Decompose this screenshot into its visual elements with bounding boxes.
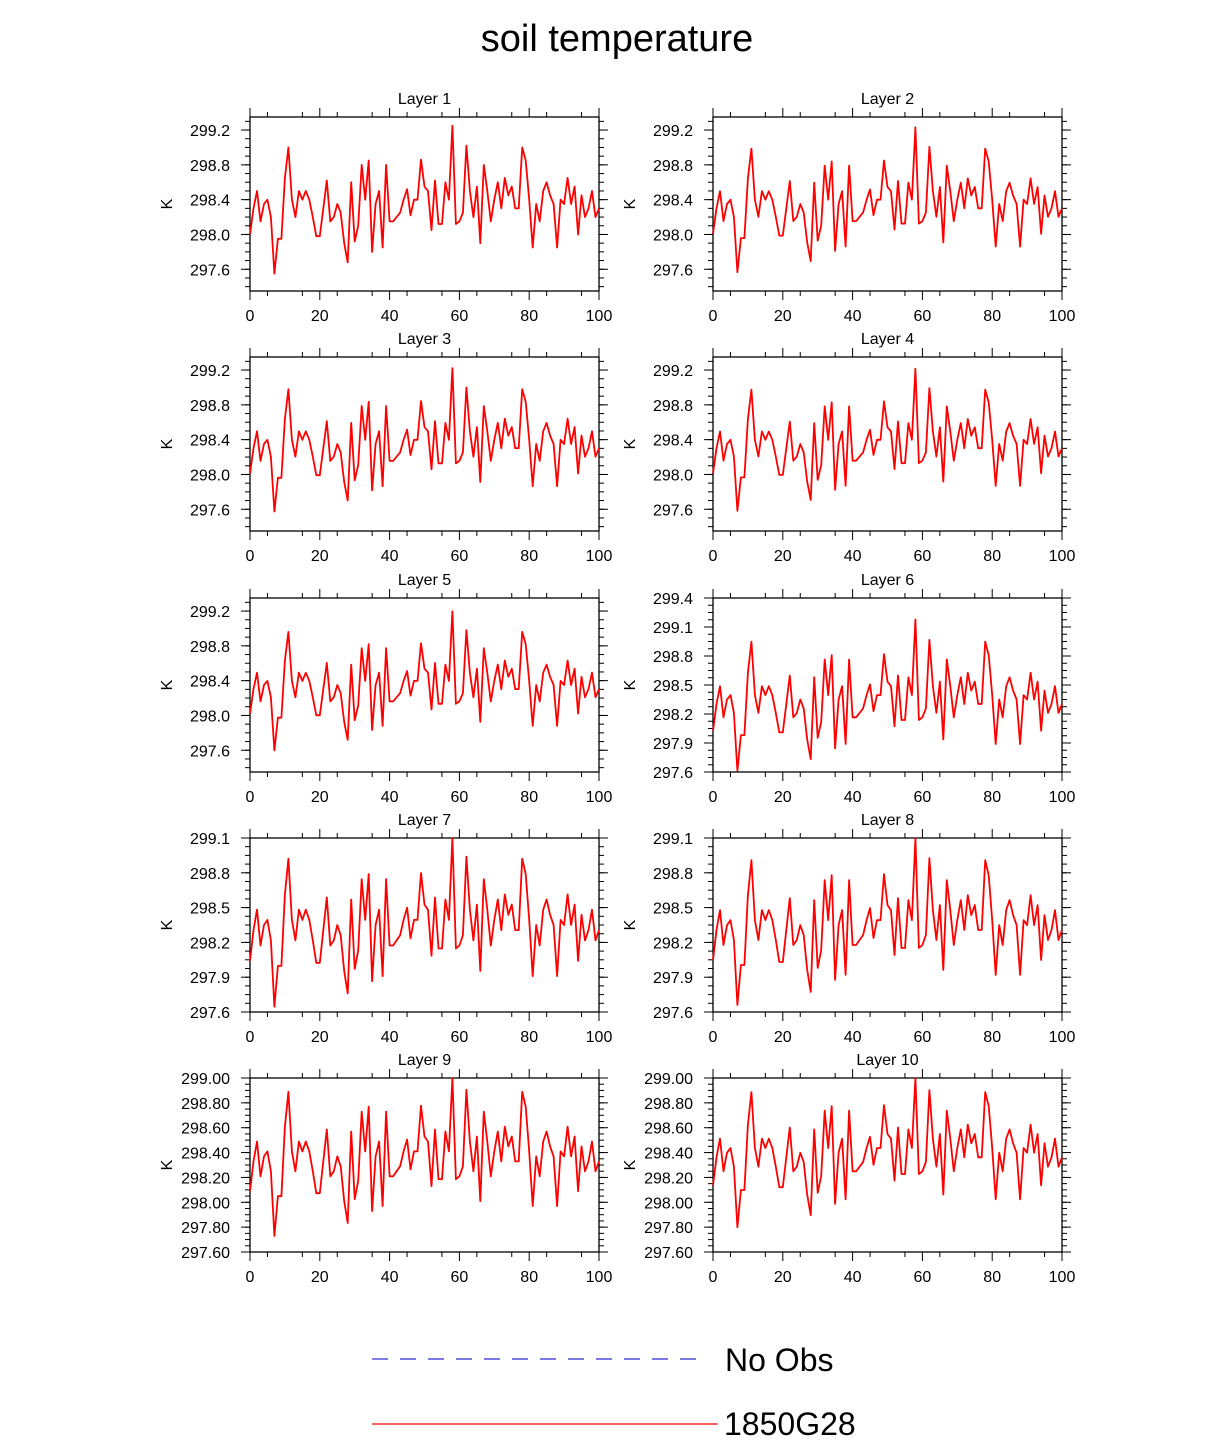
y-tick-label: 298.8 bbox=[652, 397, 693, 415]
y-tick-label: 299.1 bbox=[189, 831, 230, 848]
y-tick-label: 298.60 bbox=[644, 1120, 693, 1138]
y-tick-label: 298.40 bbox=[644, 1145, 693, 1163]
series-line-1850g28 bbox=[250, 126, 599, 274]
y-tick-label: 299.2 bbox=[189, 363, 230, 381]
panel-layer-10 bbox=[622, 1052, 1075, 1286]
y-tick-label: 298.5 bbox=[652, 900, 693, 918]
series-line-1850g28 bbox=[713, 620, 1062, 771]
x-tick-label: 60 bbox=[450, 1029, 469, 1046]
series-line-1850g28 bbox=[250, 838, 599, 1007]
y-axis-label: K bbox=[622, 1159, 639, 1171]
y-tick-label: 298.80 bbox=[644, 1095, 693, 1113]
panel-title: Layer 10 bbox=[856, 1052, 919, 1069]
x-tick-label: 100 bbox=[1048, 548, 1076, 565]
plot-frame bbox=[713, 598, 1062, 772]
panel-title: Layer 2 bbox=[860, 91, 915, 108]
x-tick-label: 80 bbox=[983, 789, 1002, 806]
x-tick-label: 80 bbox=[520, 1269, 539, 1286]
panel-title: Layer 7 bbox=[397, 812, 452, 829]
x-tick-label: 0 bbox=[708, 308, 718, 325]
panel-layer-1 bbox=[159, 91, 612, 325]
y-tick-label: 297.9 bbox=[652, 736, 693, 753]
y-axis-label: K bbox=[159, 198, 176, 210]
y-tick-label: 297.6 bbox=[652, 262, 693, 280]
x-tick-label: 20 bbox=[310, 789, 329, 806]
y-tick-label: 298.4 bbox=[189, 192, 230, 210]
x-tick-label: 0 bbox=[245, 308, 255, 325]
x-tick-label: 20 bbox=[773, 1029, 792, 1046]
y-tick-label: 297.6 bbox=[189, 262, 230, 280]
plot-frame bbox=[713, 838, 1062, 1012]
x-tick-label: 100 bbox=[585, 308, 613, 325]
y-axis-label: K bbox=[622, 919, 639, 931]
plot-frame bbox=[713, 117, 1062, 291]
series-line-1850g28 bbox=[713, 1078, 1062, 1227]
y-axis-label: K bbox=[159, 438, 176, 450]
y-tick-label: 297.6 bbox=[189, 502, 230, 520]
panel-title: Layer 9 bbox=[397, 1052, 452, 1069]
panel-layer-4 bbox=[622, 331, 1075, 565]
series-line-1850g28 bbox=[713, 838, 1062, 1005]
plot-frame bbox=[250, 598, 599, 772]
y-tick-label: 299.4 bbox=[652, 591, 693, 608]
y-axis-label: K bbox=[622, 679, 639, 691]
panel-layer-3 bbox=[159, 331, 612, 565]
x-tick-label: 0 bbox=[708, 1269, 718, 1286]
x-tick-label: 40 bbox=[843, 789, 862, 806]
x-tick-label: 80 bbox=[520, 308, 539, 325]
y-tick-label: 298.0 bbox=[189, 467, 230, 485]
y-tick-label: 298.4 bbox=[189, 432, 230, 450]
plot-frame bbox=[250, 838, 599, 1012]
x-tick-label: 60 bbox=[913, 789, 932, 806]
y-tick-label: 297.6 bbox=[189, 743, 230, 761]
y-tick-label: 298.8 bbox=[189, 397, 230, 415]
y-tick-label: 299.2 bbox=[652, 123, 693, 141]
y-tick-label: 298.5 bbox=[652, 678, 693, 695]
plot-frame bbox=[250, 117, 599, 291]
y-tick-label: 297.9 bbox=[652, 970, 693, 988]
y-tick-label: 298.4 bbox=[189, 673, 230, 691]
x-tick-label: 0 bbox=[245, 1029, 255, 1046]
panel-title: Layer 3 bbox=[397, 331, 452, 348]
x-tick-label: 100 bbox=[1048, 1029, 1076, 1046]
x-tick-label: 40 bbox=[380, 1269, 399, 1286]
y-tick-label: 299.2 bbox=[189, 123, 230, 141]
y-tick-label: 298.4 bbox=[652, 192, 693, 210]
x-tick-label: 40 bbox=[380, 789, 399, 806]
x-tick-label: 80 bbox=[983, 1269, 1002, 1286]
series-line-1850g28 bbox=[250, 368, 599, 511]
x-tick-label: 80 bbox=[983, 308, 1002, 325]
y-tick-label: 297.6 bbox=[189, 1005, 230, 1022]
x-tick-label: 0 bbox=[708, 789, 718, 806]
x-tick-label: 20 bbox=[310, 1029, 329, 1046]
x-tick-label: 20 bbox=[310, 548, 329, 565]
x-tick-label: 40 bbox=[843, 1029, 862, 1046]
y-tick-label: 299.2 bbox=[652, 363, 693, 381]
panel-title: Layer 1 bbox=[397, 91, 452, 108]
plot-frame bbox=[713, 1078, 1062, 1252]
panel-layer-6 bbox=[622, 572, 1075, 806]
x-tick-label: 80 bbox=[520, 789, 539, 806]
y-tick-label: 298.20 bbox=[644, 1170, 693, 1188]
series-line-1850g28 bbox=[713, 369, 1062, 511]
x-tick-label: 100 bbox=[585, 789, 613, 806]
x-tick-label: 80 bbox=[983, 1029, 1002, 1046]
y-tick-label: 298.0 bbox=[652, 227, 693, 245]
y-tick-label: 298.80 bbox=[181, 1095, 230, 1113]
y-tick-label: 298.8 bbox=[189, 638, 230, 656]
y-tick-label: 298.60 bbox=[181, 1120, 230, 1138]
x-tick-label: 40 bbox=[380, 1029, 399, 1046]
x-tick-label: 20 bbox=[773, 1269, 792, 1286]
x-tick-label: 20 bbox=[773, 308, 792, 325]
y-tick-label: 298.8 bbox=[652, 649, 693, 666]
x-tick-label: 0 bbox=[245, 548, 255, 565]
x-tick-label: 40 bbox=[843, 308, 862, 325]
x-tick-label: 100 bbox=[1048, 1269, 1076, 1286]
panel-layer-7 bbox=[159, 812, 612, 1046]
y-tick-label: 298.8 bbox=[189, 865, 230, 883]
y-tick-label: 298.0 bbox=[189, 708, 230, 726]
x-tick-label: 60 bbox=[913, 1269, 932, 1286]
panel-title: Layer 5 bbox=[397, 572, 452, 589]
x-tick-label: 0 bbox=[245, 1269, 255, 1286]
x-tick-label: 80 bbox=[520, 1029, 539, 1046]
panel-layer-5 bbox=[159, 572, 612, 806]
y-axis-label: K bbox=[622, 198, 639, 210]
plot-frame bbox=[250, 1078, 599, 1252]
x-tick-label: 40 bbox=[843, 548, 862, 565]
y-tick-label: 298.2 bbox=[652, 707, 693, 724]
panel-title: Layer 4 bbox=[860, 331, 915, 348]
y-tick-label: 299.1 bbox=[652, 620, 693, 637]
y-tick-label: 298.2 bbox=[652, 935, 693, 953]
y-tick-label: 297.80 bbox=[181, 1220, 230, 1238]
x-tick-label: 60 bbox=[913, 1029, 932, 1046]
y-axis-label: K bbox=[159, 679, 176, 691]
y-tick-label: 299.1 bbox=[652, 831, 693, 848]
y-tick-label: 297.6 bbox=[652, 765, 693, 782]
x-tick-label: 60 bbox=[450, 548, 469, 565]
y-tick-label: 297.6 bbox=[652, 502, 693, 520]
plot-frame bbox=[250, 357, 599, 531]
x-tick-label: 80 bbox=[983, 548, 1002, 565]
panel-title: Layer 6 bbox=[860, 572, 915, 589]
y-tick-label: 297.60 bbox=[644, 1245, 693, 1262]
y-tick-label: 298.00 bbox=[644, 1195, 693, 1213]
x-tick-label: 40 bbox=[380, 548, 399, 565]
x-tick-label: 20 bbox=[310, 1269, 329, 1286]
y-tick-label: 299.00 bbox=[181, 1071, 230, 1088]
y-tick-label: 297.80 bbox=[644, 1220, 693, 1238]
series-line-1850g28 bbox=[250, 1078, 599, 1236]
y-tick-label: 297.6 bbox=[652, 1005, 693, 1022]
y-tick-label: 298.8 bbox=[189, 157, 230, 175]
panel-title: Layer 8 bbox=[860, 812, 915, 829]
x-tick-label: 20 bbox=[773, 548, 792, 565]
x-tick-label: 100 bbox=[1048, 789, 1076, 806]
series-line-1850g28 bbox=[250, 611, 599, 750]
y-tick-label: 298.20 bbox=[181, 1170, 230, 1188]
x-tick-label: 40 bbox=[843, 1269, 862, 1286]
x-tick-label: 0 bbox=[245, 789, 255, 806]
y-tick-label: 298.4 bbox=[652, 432, 693, 450]
y-axis-label: K bbox=[159, 1159, 176, 1171]
panel-layer-2 bbox=[622, 91, 1075, 325]
y-tick-label: 298.0 bbox=[652, 467, 693, 485]
x-tick-label: 60 bbox=[450, 1269, 469, 1286]
figure-title: soil temperature bbox=[480, 18, 754, 60]
y-tick-label: 298.2 bbox=[189, 935, 230, 953]
y-tick-label: 297.60 bbox=[181, 1245, 230, 1262]
y-tick-label: 297.9 bbox=[189, 970, 230, 988]
y-axis-label: K bbox=[159, 919, 176, 931]
legend-label-1850g28: 1850G28 bbox=[724, 1406, 856, 1442]
x-tick-label: 40 bbox=[380, 308, 399, 325]
series-line-1850g28 bbox=[713, 127, 1062, 272]
y-tick-label: 298.0 bbox=[189, 227, 230, 245]
x-tick-label: 60 bbox=[913, 548, 932, 565]
x-tick-label: 100 bbox=[585, 548, 613, 565]
x-tick-label: 80 bbox=[520, 548, 539, 565]
y-tick-label: 299.2 bbox=[189, 604, 230, 622]
y-tick-label: 298.00 bbox=[181, 1195, 230, 1213]
legend-label-no-obs: No Obs bbox=[725, 1342, 834, 1378]
plot-frame bbox=[713, 357, 1062, 531]
y-tick-label: 298.8 bbox=[652, 157, 693, 175]
x-tick-label: 0 bbox=[708, 1029, 718, 1046]
panel-layer-8 bbox=[622, 812, 1075, 1046]
panel-layer-9 bbox=[159, 1052, 612, 1286]
y-tick-label: 298.5 bbox=[189, 900, 230, 918]
x-tick-label: 60 bbox=[913, 308, 932, 325]
x-tick-label: 100 bbox=[585, 1029, 613, 1046]
x-tick-label: 20 bbox=[310, 308, 329, 325]
x-tick-label: 60 bbox=[450, 308, 469, 325]
y-tick-label: 298.40 bbox=[181, 1145, 230, 1163]
x-tick-label: 20 bbox=[773, 789, 792, 806]
x-tick-label: 100 bbox=[585, 1269, 613, 1286]
x-tick-label: 60 bbox=[450, 789, 469, 806]
y-tick-label: 299.00 bbox=[644, 1071, 693, 1088]
x-tick-label: 100 bbox=[1048, 308, 1076, 325]
y-axis-label: K bbox=[622, 438, 639, 450]
x-tick-label: 0 bbox=[708, 548, 718, 565]
y-tick-label: 298.8 bbox=[652, 865, 693, 883]
